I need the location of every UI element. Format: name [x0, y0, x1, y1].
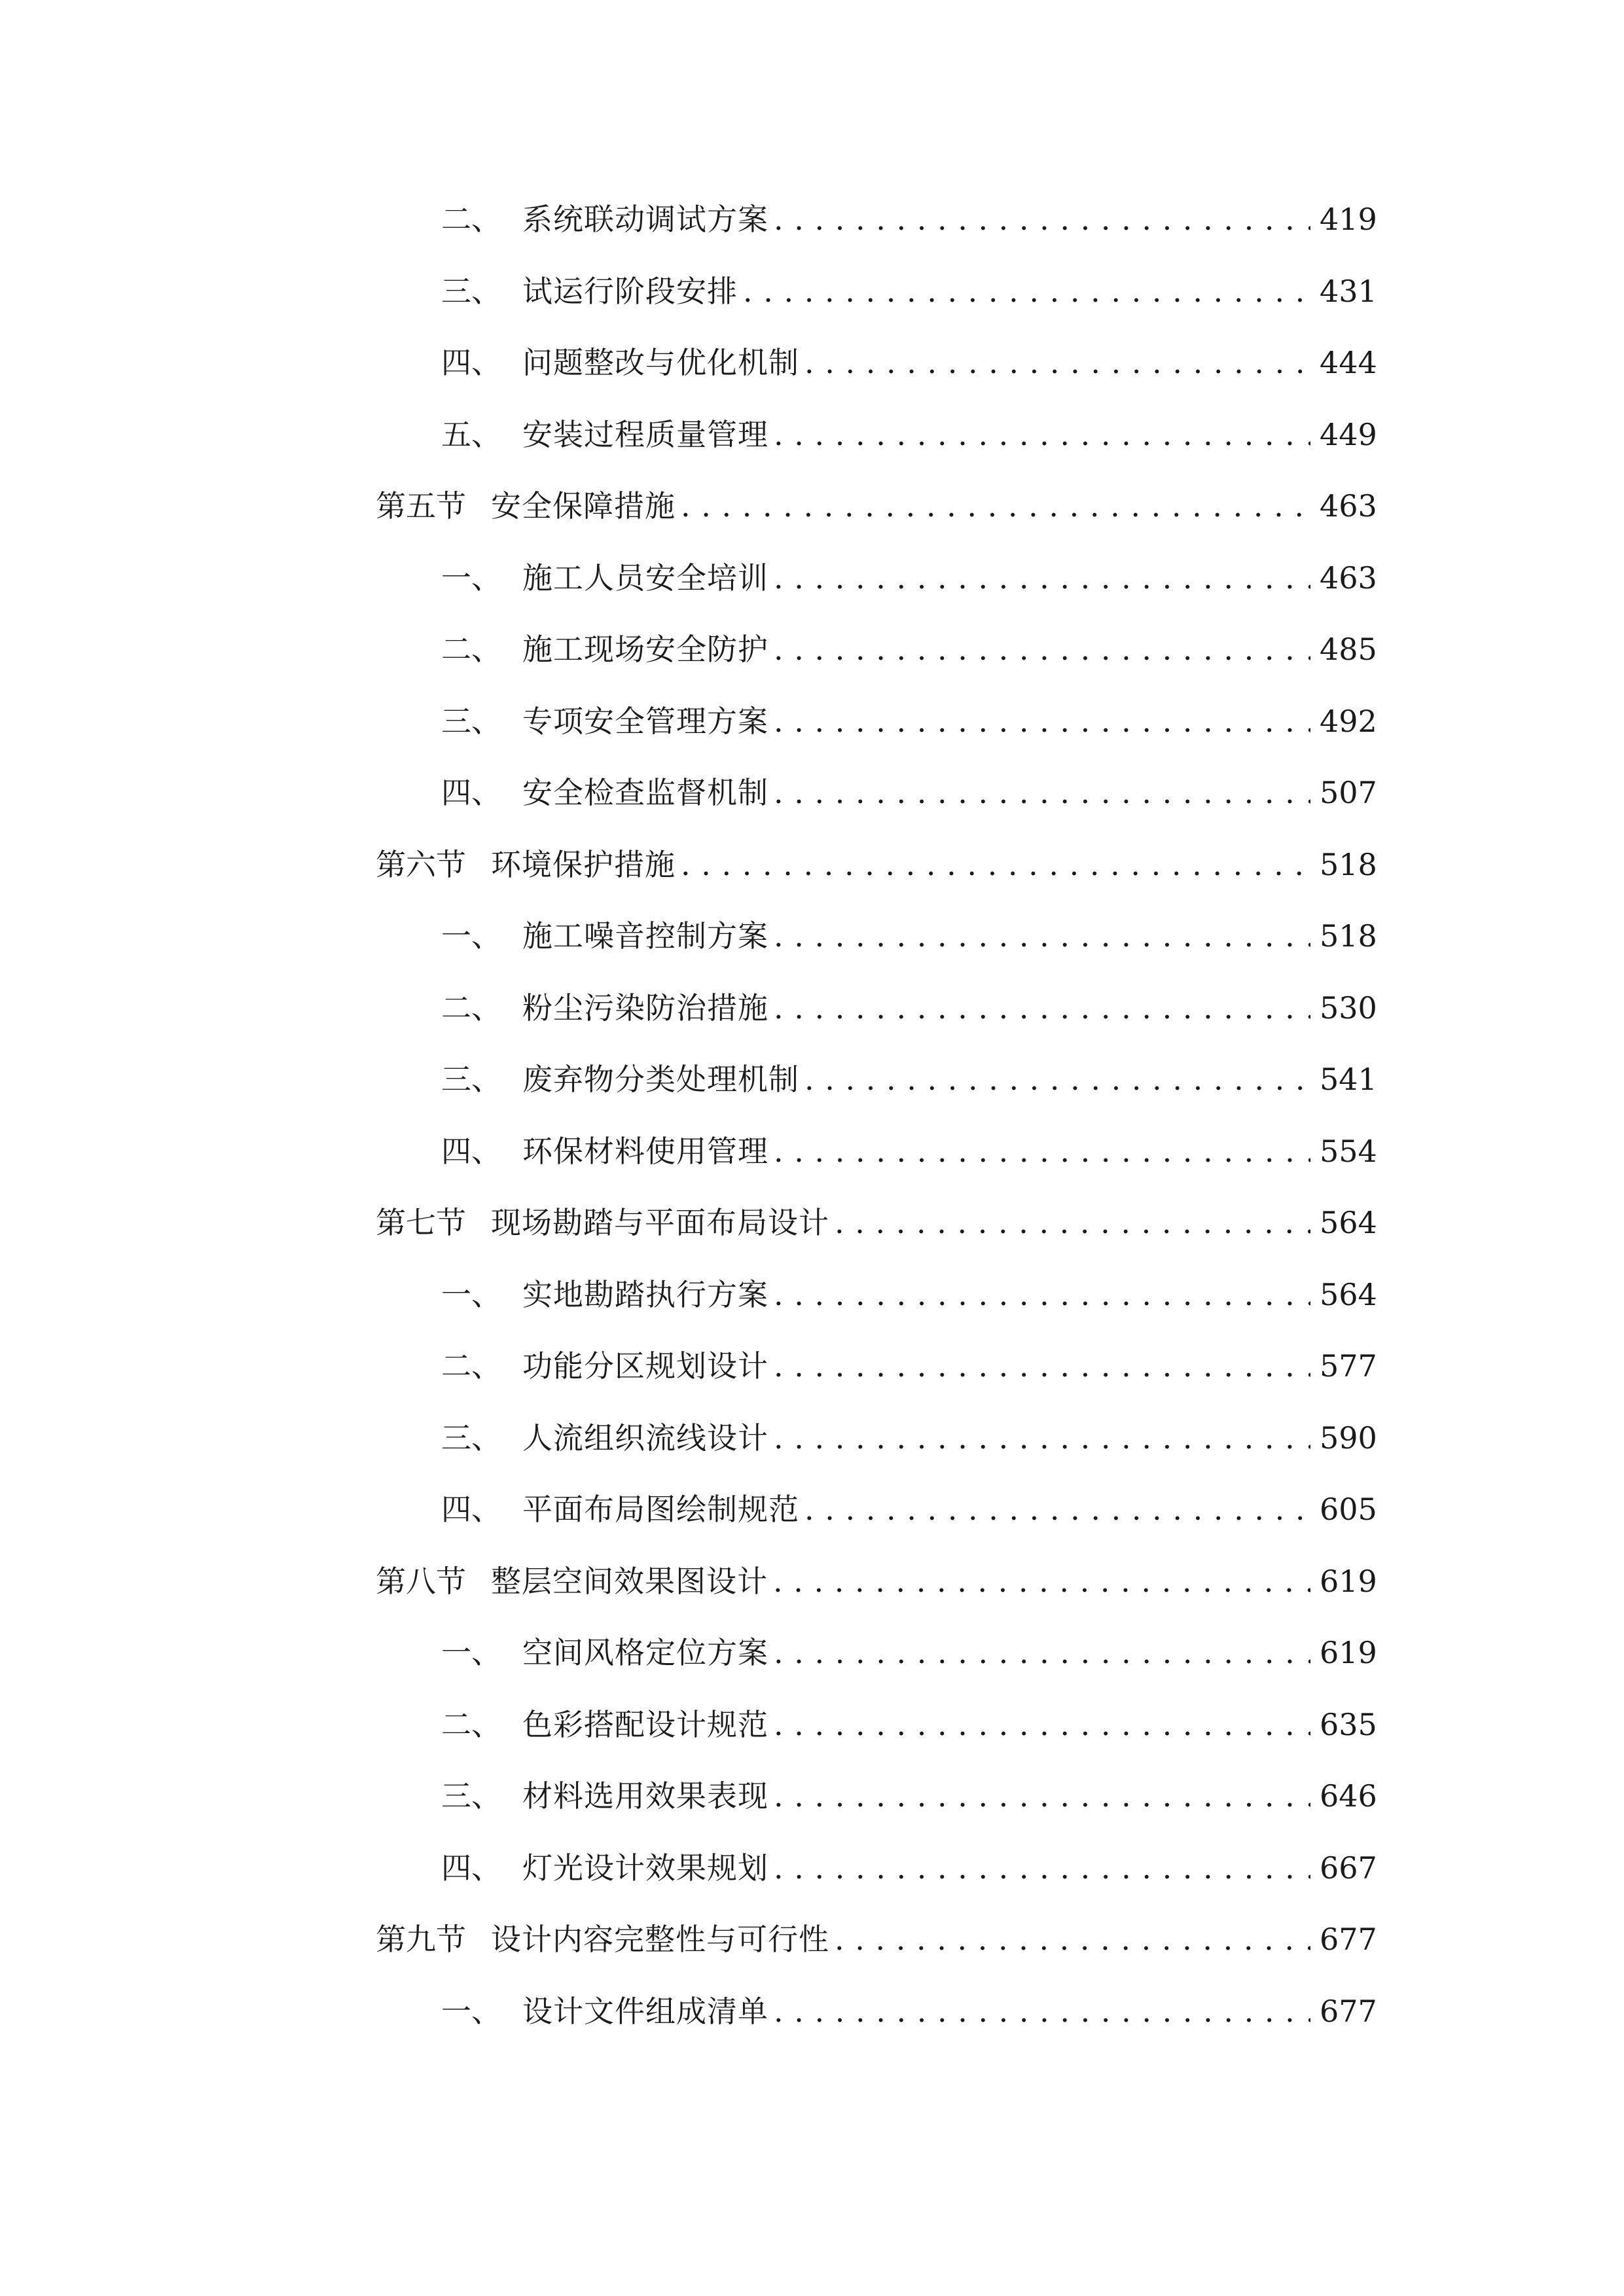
toc-entry-number: 四、: [441, 345, 501, 380]
toc-entry-page: 605: [1320, 1492, 1377, 1527]
toc-entry[interactable]: [441, 415, 1377, 454]
toc-entry-page: 541: [1320, 1062, 1377, 1097]
toc-entry[interactable]: [441, 773, 1377, 812]
toc-entry-page: 485: [1320, 632, 1377, 667]
toc-section-page: 564: [1320, 1205, 1377, 1240]
toc-section-number: 第八节: [376, 1564, 466, 1599]
toc-entry-title: 问题整改与优化机制: [522, 345, 799, 380]
toc-section-title: 环境保护措施: [491, 847, 676, 882]
toc-entry-title: 废弃物分类处理机制: [522, 1062, 799, 1097]
dot-leader: [774, 630, 1310, 669]
toc-entry-number: 五、: [441, 417, 501, 452]
toc-entry-page: 646: [1320, 1778, 1377, 1814]
toc-entry-number: 三、: [441, 274, 501, 309]
toc-entry[interactable]: [441, 1705, 1377, 1744]
toc-entry[interactable]: [441, 1418, 1377, 1458]
toc-entry-number: 三、: [441, 1062, 501, 1097]
toc-entry[interactable]: [441, 1060, 1377, 1099]
toc-section-number: 第六节: [376, 847, 466, 882]
dot-leader: [774, 1132, 1310, 1171]
toc-entry-page: 564: [1320, 1277, 1377, 1312]
toc-entry-number: 四、: [441, 1850, 501, 1886]
toc-entry-title: 设计文件组成清单: [522, 1994, 768, 2029]
dot-leader: [774, 1633, 1310, 1672]
toc-entry-title: 人流组织流线设计: [522, 1420, 768, 1456]
toc-entry-number: 二、: [441, 202, 501, 237]
dot-leader: [774, 1848, 1310, 1888]
dot-leader: [774, 1776, 1310, 1816]
toc-entry[interactable]: [441, 1275, 1377, 1314]
toc-entry-title: 专项安全管理方案: [522, 704, 768, 739]
toc-entry-page: 619: [1320, 1635, 1377, 1670]
dot-leader: [774, 200, 1310, 239]
toc-entry-page: 507: [1320, 775, 1377, 810]
toc-entry-number: 二、: [441, 1707, 501, 1742]
toc-entry-number: 一、: [441, 560, 501, 596]
dot-leader: [774, 916, 1310, 956]
dot-leader: [681, 845, 1310, 884]
dot-leader: [774, 1705, 1310, 1744]
toc-entry-title: 灯光设计效果规划: [522, 1850, 768, 1886]
toc-entry-title: 粉尘污染防治措施: [522, 990, 768, 1026]
toc-entry-number: 四、: [441, 775, 501, 810]
toc-entry-title: 施工人员安全培训: [522, 560, 768, 596]
toc-entry-page: 444: [1320, 345, 1377, 380]
toc-entry-title: 安装过程质量管理: [522, 417, 768, 452]
toc-entry[interactable]: [441, 343, 1377, 382]
toc-entry[interactable]: [441, 200, 1377, 239]
toc-entry[interactable]: [441, 1132, 1377, 1171]
toc-entry-number: 一、: [441, 1635, 501, 1670]
toc-entry[interactable]: [441, 702, 1377, 741]
toc-entry-number: 二、: [441, 632, 501, 667]
toc-entry-page: 492: [1320, 704, 1377, 739]
toc-section-title: 设计内容完整性与可行性: [491, 1922, 829, 1957]
dot-leader: [804, 1490, 1310, 1529]
toc-entry-page: 635: [1320, 1707, 1377, 1742]
toc-entry-title: 安全检查监督机制: [522, 775, 768, 810]
toc-entry[interactable]: [441, 558, 1377, 598]
toc-entry-number: 三、: [441, 1778, 501, 1814]
toc-entry[interactable]: [441, 988, 1377, 1028]
toc-entry-number: 一、: [441, 1994, 501, 2029]
toc-entry-title: 色彩搭配设计规范: [522, 1707, 768, 1742]
dot-leader: [681, 486, 1310, 526]
dot-leader: [743, 272, 1310, 311]
toc-entry-page: 463: [1320, 560, 1377, 596]
toc-entry-page: 431: [1320, 274, 1377, 309]
toc-entry-page: 667: [1320, 1850, 1377, 1886]
toc-entry-title: 施工现场安全防护: [522, 632, 768, 667]
toc-section-page: 677: [1320, 1922, 1377, 1957]
toc-entry-title: 材料选用效果表现: [522, 1778, 768, 1814]
toc-section[interactable]: [376, 1203, 1377, 1242]
toc-section[interactable]: [376, 486, 1377, 526]
toc-section-title: 整层空间效果图设计: [491, 1564, 768, 1599]
toc-entry[interactable]: [441, 916, 1377, 956]
toc-section[interactable]: [376, 1920, 1377, 1959]
dot-leader: [773, 1562, 1310, 1601]
toc-entry-page: 530: [1320, 990, 1377, 1026]
toc-section-page: 619: [1320, 1564, 1377, 1599]
dot-leader: [835, 1203, 1310, 1242]
toc-section-page: 518: [1320, 847, 1377, 882]
toc-entry-title: 系统联动调试方案: [522, 202, 768, 237]
dot-leader: [774, 1992, 1310, 2031]
toc-entry-title: 试运行阶段安排: [522, 274, 738, 309]
toc-entry-number: 二、: [441, 1348, 501, 1384]
toc-entry[interactable]: [441, 1346, 1377, 1386]
dot-leader: [774, 702, 1310, 741]
dot-leader: [774, 1275, 1310, 1314]
toc-entry-page: 518: [1320, 918, 1377, 954]
toc-section-page: 463: [1320, 488, 1377, 524]
toc-entry[interactable]: [441, 1992, 1377, 2031]
toc-section[interactable]: [376, 1562, 1377, 1601]
toc-entry-page: 577: [1320, 1348, 1377, 1384]
toc-entry-title: 功能分区规划设计: [522, 1348, 768, 1384]
dot-leader: [774, 415, 1310, 454]
toc-section-number: 第五节: [376, 488, 466, 524]
toc-entry-title: 空间风格定位方案: [522, 1635, 768, 1670]
toc-entry-page: 419: [1320, 202, 1377, 237]
dot-leader: [774, 558, 1310, 598]
toc-entry-number: 二、: [441, 990, 501, 1026]
dot-leader: [804, 343, 1310, 382]
dot-leader: [835, 1920, 1310, 1959]
toc-entry-title: 施工噪音控制方案: [522, 918, 768, 954]
toc-section-title: 现场勘踏与平面布局设计: [491, 1205, 829, 1240]
toc-entry-number: 三、: [441, 704, 501, 739]
toc-entry[interactable]: [441, 1633, 1377, 1672]
toc-entry[interactable]: [441, 1490, 1377, 1529]
toc-entry-page: 590: [1320, 1420, 1377, 1456]
toc-entry-title: 环保材料使用管理: [522, 1134, 768, 1169]
toc-entry[interactable]: [441, 272, 1377, 311]
toc-entry-number: 一、: [441, 1277, 501, 1312]
toc-entry-page: 677: [1320, 1994, 1377, 2029]
toc-section-title: 安全保障措施: [491, 488, 676, 524]
toc-entry[interactable]: [441, 1776, 1377, 1816]
toc-entry-page: 449: [1320, 417, 1377, 452]
toc-entry[interactable]: [441, 630, 1377, 669]
dot-leader: [774, 1418, 1310, 1458]
toc-entry-title: 平面布局图绘制规范: [522, 1492, 799, 1527]
toc-entry[interactable]: [441, 1848, 1377, 1888]
toc-entry-title: 实地勘踏执行方案: [522, 1277, 768, 1312]
toc-section-number: 第七节: [376, 1205, 466, 1240]
toc-entry-number: 一、: [441, 918, 501, 954]
toc-entry-number: 四、: [441, 1492, 501, 1527]
toc-entry-number: 四、: [441, 1134, 501, 1169]
toc-entry-page: 554: [1320, 1134, 1377, 1169]
toc-section[interactable]: [376, 845, 1377, 884]
dot-leader: [774, 773, 1310, 812]
dot-leader: [774, 1346, 1310, 1386]
toc-section-number: 第九节: [376, 1922, 466, 1957]
dot-leader: [804, 1060, 1310, 1099]
toc-entry-number: 三、: [441, 1420, 501, 1456]
dot-leader: [774, 988, 1310, 1028]
